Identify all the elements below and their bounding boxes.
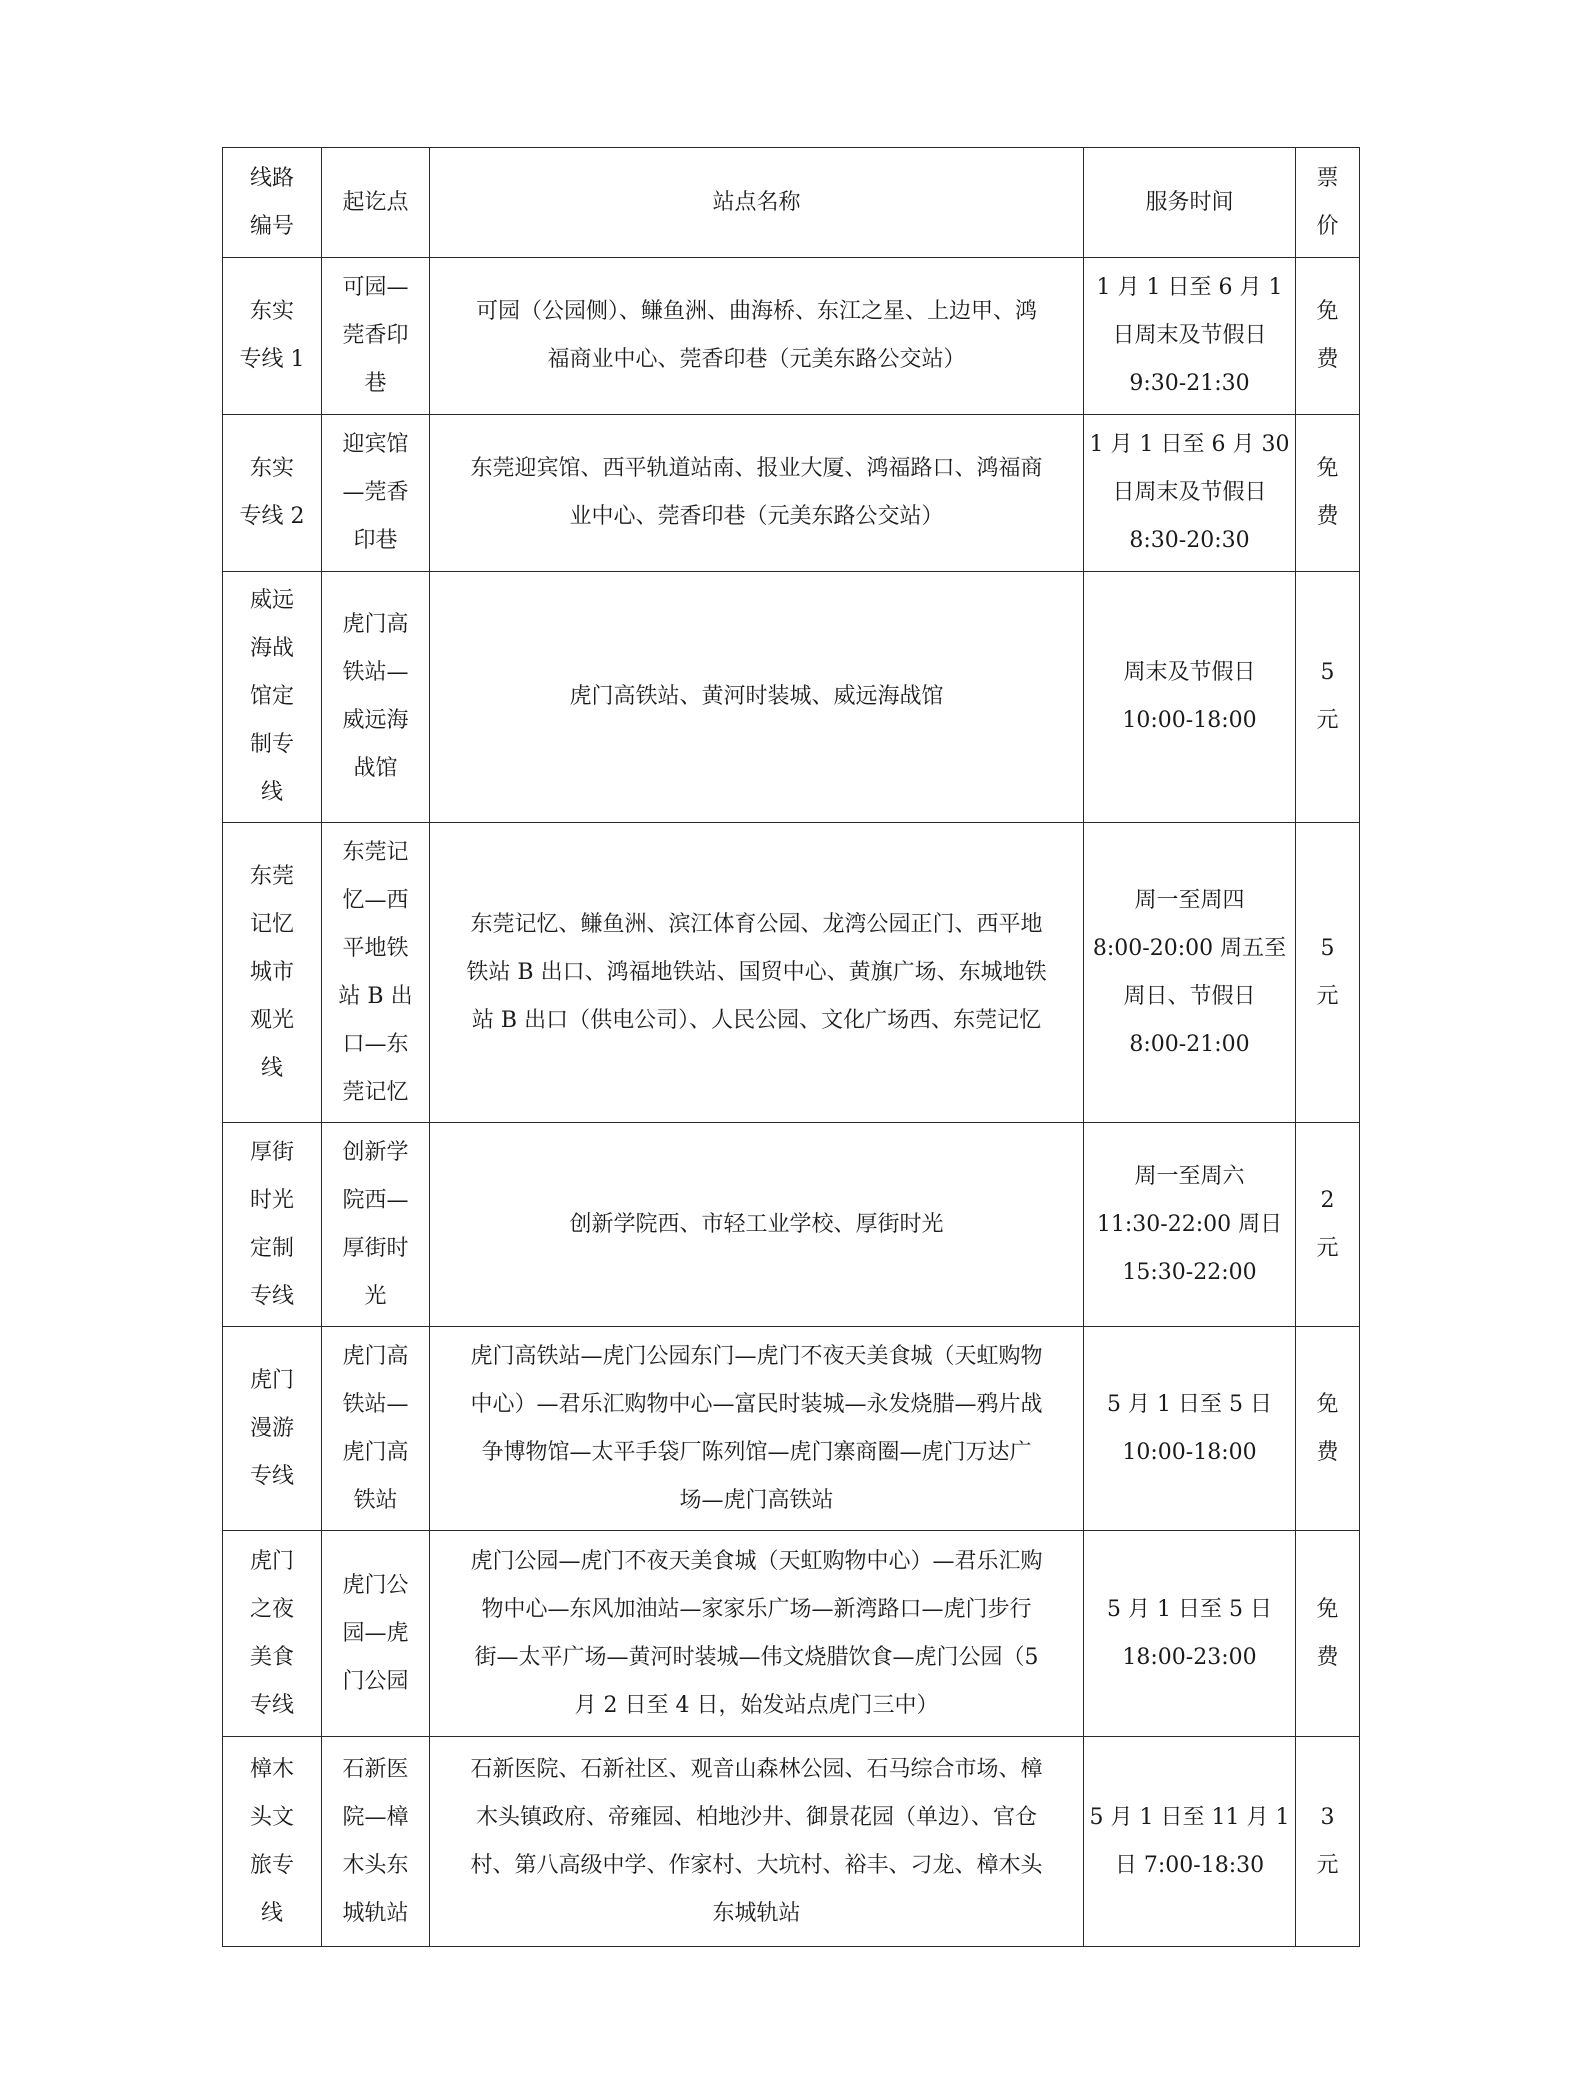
route-stops: 虎门高铁站、黄河时装城、威远海战馆 (569, 684, 944, 709)
route-stops: 虎门公园—虎门不夜天美食城（天虹购物中心）—君乐汇购 物中心—东风加油站—家家乐广场—新湾路口—虎门步行 街—太平广场—黄河时装城—伟文烧腊饮食—虎门公园（5 月 2 日至 4 日，始发站点虎门三中） (470, 1548, 1043, 1718)
header-fare-text: 票 价 (1316, 165, 1339, 239)
endpoints-cell (322, 415, 430, 572)
table-row (223, 1327, 1360, 1531)
route-cell (223, 1531, 322, 1737)
endpoints-cell (322, 1123, 430, 1327)
endpoints-cell (322, 1327, 430, 1531)
route-fare: 5 元 (1316, 935, 1339, 1009)
route-name: 虎门 之夜 美食 专线 (249, 1548, 294, 1718)
fare-cell (1296, 415, 1360, 572)
fare-cell (1296, 1737, 1360, 1947)
route-name: 虎门 漫游 专线 (249, 1367, 294, 1489)
header-endpoints-text: 起讫点 (342, 189, 409, 215)
fare-cell (1296, 823, 1360, 1123)
stops-cell (430, 415, 1084, 572)
route-cell (223, 1123, 322, 1327)
route-endpoints: 迎宾馆 —莞香 印巷 (342, 432, 409, 553)
route-name: 威远 海战 馆定 制专 线 (249, 588, 294, 805)
time-cell (1084, 1531, 1296, 1737)
route-stops: 虎门高铁站—虎门公园东门—虎门不夜天美食城（天虹购物 中心）—君乐汇购物中心—富民时装城—永发烧腊—鸦片战 争博物馆—太平手袋厂陈列馆—虎门寨商圈—虎门万达广 场—虎门高铁站 (470, 1343, 1043, 1513)
route-cell (223, 1327, 322, 1531)
header-route-no (223, 148, 322, 258)
time-cell (1084, 823, 1296, 1123)
table-row (223, 1737, 1360, 1947)
route-name: 东莞 记忆 城市 观光 线 (249, 863, 294, 1081)
route-endpoints: 石新医 院—樟 木头东 城轨站 (342, 1756, 409, 1926)
time-cell (1084, 258, 1296, 415)
route-name: 樟木 头文 旅专 线 (249, 1756, 294, 1926)
fare-cell (1296, 572, 1360, 823)
endpoints-cell (322, 823, 430, 1123)
header-fare (1296, 148, 1360, 258)
route-cell (223, 258, 322, 415)
route-time: 5 月 1 日至 5 日 10:00-18:00 (1107, 1391, 1272, 1465)
route-endpoints: 创新学 院西— 厚街时 光 (342, 1139, 409, 1309)
route-time: 周一至周四 8:00-20:00 周五至 周日、节假日 8:00-21:00 (1092, 887, 1287, 1057)
endpoints-cell (322, 1531, 430, 1737)
stops-cell (430, 1531, 1084, 1737)
route-name: 东实 专线 1 (239, 299, 305, 372)
route-endpoints: 东莞记 忆—西 平地铁 站 B 出 口—东 莞记忆 (338, 839, 413, 1105)
time-cell (1084, 572, 1296, 823)
header-stops-text: 站点名称 (712, 189, 801, 215)
fare-cell (1296, 258, 1360, 415)
route-time: 5 月 1 日至 11 月 1 日 7:00-18:30 (1089, 1804, 1290, 1878)
route-endpoints: 虎门高 铁站— 虎门高 铁站 (342, 1343, 409, 1513)
table-header-row (223, 148, 1360, 258)
header-service-time (1084, 148, 1296, 258)
table-row (223, 823, 1360, 1123)
route-fare: 免 费 (1316, 299, 1339, 372)
route-fare: 3 元 (1316, 1804, 1339, 1878)
route-fare: 免 费 (1316, 1391, 1339, 1465)
header-stops (430, 148, 1084, 258)
route-endpoints: 虎门公 园—虎 门公园 (342, 1572, 409, 1694)
stops-cell (430, 1123, 1084, 1327)
endpoints-cell (322, 572, 430, 823)
route-cell (223, 823, 322, 1123)
route-fare: 免 费 (1316, 1596, 1339, 1670)
route-endpoints: 可园— 莞香印 巷 (342, 275, 409, 396)
route-stops: 石新医院、石新社区、观音山森林公园、石马综合市场、樟 木头镇政府、帝雍园、柏地沙井、御景花园（单边）、官仓 村、第八高级中学、作家村、大坑村、裕丰、刁龙、樟木头 东城轨站 (470, 1756, 1043, 1926)
stops-cell (430, 258, 1084, 415)
header-service-time-text: 服务时间 (1145, 189, 1234, 215)
fare-cell (1296, 1123, 1360, 1327)
route-name: 厚街 时光 定制 专线 (249, 1139, 294, 1309)
route-cell (223, 572, 322, 823)
route-cell (223, 1737, 322, 1947)
route-time: 5 月 1 日至 5 日 18:00-23:00 (1107, 1596, 1272, 1670)
route-endpoints: 虎门高 铁站— 威远海 战馆 (342, 612, 409, 781)
table-row (223, 258, 1360, 415)
route-time: 1 月 1 日至 6 月 30 日周末及节假日 8:30-20:30 (1089, 432, 1290, 553)
stops-cell (430, 823, 1084, 1123)
table-row (223, 1531, 1360, 1737)
route-stops: 东莞迎宾馆、西平轨道站南、报业大厦、鸿福路口、鸿福商 业中心、莞香印巷（元美东路公交站） (470, 456, 1043, 529)
route-stops: 可园（公园侧）、鳒鱼洲、曲海桥、东江之星、上边甲、鸿 福商业中心、莞香印巷（元美东路公交站） (475, 299, 1037, 372)
time-cell (1084, 1123, 1296, 1327)
stops-cell (430, 1737, 1084, 1947)
fare-cell (1296, 1327, 1360, 1531)
route-stops: 东莞记忆、鳒鱼洲、滨江体育公园、龙湾公园正门、西平地 铁站 B 出口、鸿福地铁站、国贸中心、黄旗广场、东城地铁 站 B 出口（供电公司）、人民公园、文化广场西、东莞记忆 (466, 911, 1047, 1033)
route-time: 周一至周六 11:30-22:00 周日 15:30-22:00 (1096, 1163, 1283, 1285)
time-cell (1084, 1737, 1296, 1947)
time-cell (1084, 415, 1296, 572)
header-endpoints (322, 148, 430, 258)
route-time: 周末及节假日 10:00-18:00 (1122, 660, 1257, 733)
fare-cell (1296, 1531, 1360, 1737)
route-stops: 创新学院西、市轻工业学校、厚街时光 (569, 1211, 944, 1237)
route-fare: 5 元 (1316, 660, 1339, 733)
time-cell (1084, 1327, 1296, 1531)
route-fare: 2 元 (1316, 1187, 1339, 1261)
bus-routes-table (222, 147, 1360, 1947)
table-row (223, 572, 1360, 823)
header-route-no-text: 线路 编号 (249, 165, 294, 239)
table-row (223, 1123, 1360, 1327)
stops-cell (430, 1327, 1084, 1531)
route-cell (223, 415, 322, 572)
stops-cell (430, 572, 1084, 823)
route-fare: 免 费 (1316, 456, 1339, 529)
endpoints-cell (322, 1737, 430, 1947)
table-row (223, 415, 1360, 572)
endpoints-cell (322, 258, 430, 415)
route-time: 1 月 1 日至 6 月 1 日周末及节假日 9:30-21:30 (1096, 275, 1283, 396)
route-name: 东实 专线 2 (239, 456, 305, 529)
